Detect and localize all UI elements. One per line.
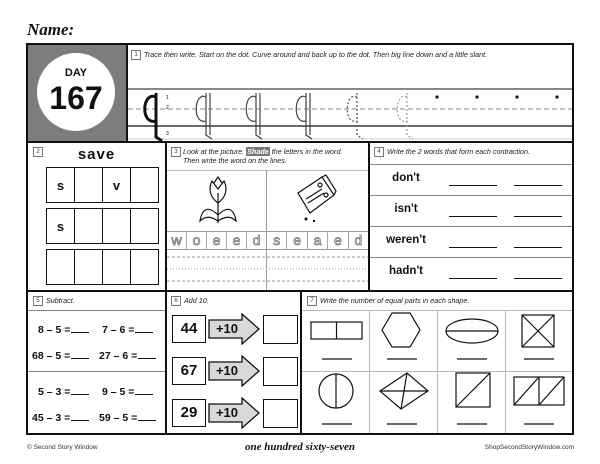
plus-ten-label: +10	[215, 321, 239, 336]
section7-instruction: Write the number of equal parts in each shape.	[320, 296, 470, 305]
answer-blank[interactable]	[449, 216, 497, 217]
section-number: 5	[33, 296, 43, 306]
handwriting-lines	[128, 79, 572, 141]
worksheet	[26, 43, 574, 435]
letter-box[interactable]: e	[207, 232, 227, 249]
grid-cell	[103, 250, 131, 285]
answer-box[interactable]	[263, 357, 298, 386]
name-label: Name:	[27, 20, 75, 39]
answer-blank[interactable]	[514, 216, 562, 217]
day-label: DAY	[64, 67, 88, 79]
svg-text:3: 3	[166, 131, 169, 137]
spelling-grid	[46, 208, 159, 244]
section5-instruction: Subtract.	[46, 296, 75, 305]
answer-blank[interactable]	[514, 185, 562, 186]
grid-row	[47, 168, 159, 203]
footer-copyright: © Second Story Window	[27, 444, 98, 451]
grid-cell: s	[47, 209, 75, 244]
letter-box[interactable]: d	[252, 232, 261, 248]
circle-halves-shape	[319, 374, 353, 408]
grid-cell	[47, 250, 75, 285]
answer-blank[interactable]	[514, 278, 562, 279]
square-diagonal-shape	[456, 373, 490, 407]
rectangle-triangles-shape	[514, 377, 564, 405]
answer-blank[interactable]	[449, 247, 497, 248]
subtraction-problem: 5 – 3 =	[38, 386, 89, 398]
spelling-grid	[46, 249, 159, 285]
shade-highlight: Shade	[247, 147, 269, 156]
subtraction-problem: 8 – 5 =	[38, 324, 89, 336]
day-circle	[37, 53, 115, 131]
grid-cell	[131, 209, 159, 244]
svg-text:1: 1	[166, 95, 169, 101]
answer-box[interactable]	[263, 315, 298, 344]
section-number: 2	[33, 147, 43, 157]
start-number: 29	[172, 399, 206, 427]
grid-cell	[131, 168, 159, 203]
weed-picture	[198, 175, 238, 223]
start-number: 67	[172, 357, 206, 385]
letter-box[interactable]: e	[328, 232, 348, 249]
model-letter-q	[145, 93, 162, 141]
section-number: 6	[171, 296, 181, 306]
grid-cell: s	[47, 168, 75, 203]
oval-halves-shape	[446, 319, 498, 343]
spelling-grid	[46, 167, 159, 203]
letter-box[interactable]: s	[267, 232, 287, 249]
writing-lines	[167, 249, 368, 289]
hexagon-shape	[382, 313, 420, 347]
grid-cell: v	[103, 168, 131, 203]
subtraction-problem: 9 – 5 =	[102, 386, 153, 398]
answer-blank[interactable]	[449, 278, 497, 279]
footer-page-number: one hundred sixty-seven	[245, 441, 355, 453]
subtraction-problem: 7 – 6 =	[102, 324, 153, 336]
square-quarters-shape	[522, 315, 554, 347]
letter-row-left	[167, 231, 266, 250]
letter-box[interactable]: d	[354, 232, 363, 248]
subtraction-problem: 68 – 5 =	[32, 350, 89, 362]
letter-box[interactable]: a	[308, 232, 328, 249]
letter-box[interactable]: e	[227, 232, 247, 249]
section-number: 3	[171, 147, 181, 157]
section1-instruction: Trace then write. Start on the dot. Curve around and back up to the dot. Then big line down and a little slant.	[144, 50, 488, 59]
section3-instruction-line2: Then write the word on the lines.	[183, 156, 287, 165]
section-number: 1	[131, 50, 141, 60]
letter-box[interactable]: w	[167, 232, 187, 249]
plus-ten-label: +10	[215, 363, 239, 378]
section-number: 4	[374, 147, 384, 157]
seed-packet-picture	[292, 173, 338, 225]
subtraction-problem: 59 – 5 =	[99, 412, 156, 424]
svg-text:2: 2	[166, 105, 169, 111]
start-number: 44	[172, 315, 206, 343]
fraction-shapes	[302, 311, 572, 433]
section-number: 7	[307, 296, 317, 306]
contraction-word: weren't	[386, 234, 426, 246]
day-block	[28, 45, 126, 141]
grid-row	[47, 250, 159, 285]
answer-box[interactable]	[263, 399, 298, 428]
answer-blank[interactable]	[449, 185, 497, 186]
grid-cell	[103, 209, 131, 244]
grid-row	[47, 209, 159, 244]
day-number: 167	[49, 80, 103, 116]
contraction-word: hadn't	[388, 265, 424, 277]
rhombus-quarters-shape	[380, 373, 428, 409]
grid-cell	[131, 250, 159, 285]
grid-cell	[75, 209, 103, 244]
letter-row-right	[267, 231, 368, 250]
contraction-word: don't	[392, 172, 420, 184]
plus-ten-label: +10	[215, 405, 239, 420]
grid-cell	[75, 250, 103, 285]
answer-blank[interactable]	[514, 247, 562, 248]
rectangle-halves-shape	[311, 322, 362, 339]
section6-instruction: Add 10.	[184, 296, 209, 305]
letter-box[interactable]: o	[187, 232, 207, 249]
section3-instruction: Look at the picture. Shade the letters in the word.	[183, 147, 343, 156]
section4-instruction: Write the 2 words that form each contraction.	[387, 147, 531, 156]
letter-box[interactable]: e	[287, 232, 307, 249]
contraction-word: isn't	[394, 203, 418, 215]
subtraction-problem: 45 – 3 =	[32, 412, 89, 424]
footer-website[interactable]: ShopSecondStoryWindow.com	[484, 444, 574, 451]
subtraction-problem: 27 – 6 =	[99, 350, 156, 362]
grid-cell	[75, 168, 103, 203]
spelling-word: save	[77, 146, 116, 163]
